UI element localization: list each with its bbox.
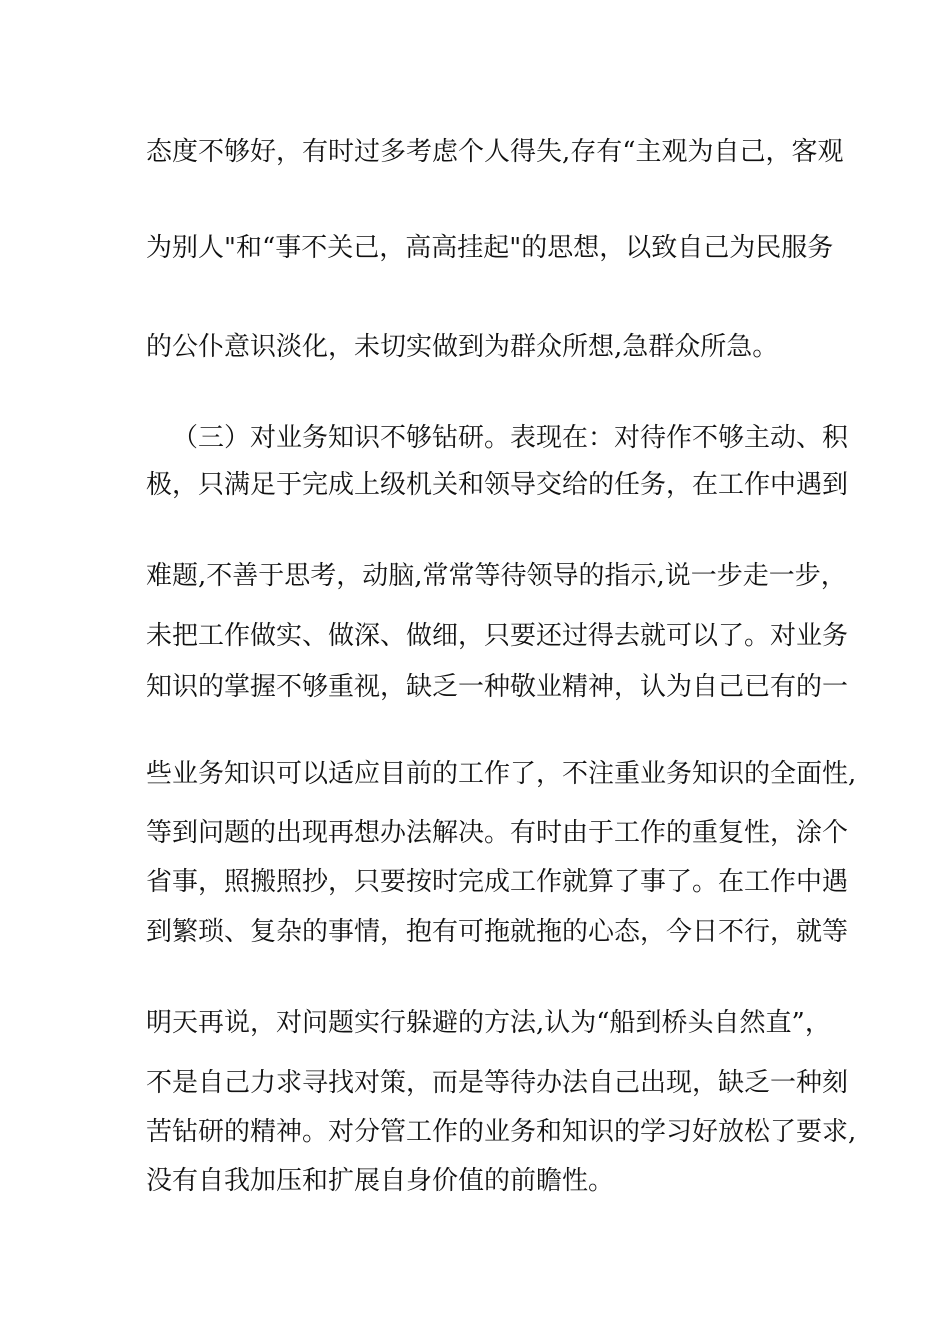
paragraph-line: 苦钻研的精神。对分管工作的业务和知识的学习好放松了要求, — [146, 1117, 857, 1147]
paragraph-line: 明天再说，对问题实行躲避的方法,认为“船到桥头自然直”， — [146, 1008, 831, 1038]
paragraph-line: 不是自己力求寻找对策，而是等待办法自己出现，缺乏一种刻 — [146, 1068, 849, 1098]
paragraph-line: 态度不够好，有时过多考虑个人得失,存有“主观为自己，客观 — [146, 137, 844, 167]
paragraph-line: 到繁琐、复杂的事情，抱有可拖就拖的心态，今日不行，就等 — [146, 917, 849, 947]
paragraph-line: 知识的掌握不够重视，缺乏一种敬业精神，认为自己已有的一 — [146, 672, 849, 702]
paragraph-line: 难题,不善于思考，动脑,常常等待领导的指示,说一步走一步， — [146, 561, 847, 591]
paragraph-line: 未把工作做实、做深、做细，只要还过得去就可以了。对业务 — [146, 621, 849, 651]
paragraph-line: 等到问题的出现再想办法解决。有时由于工作的重复性，涂个 — [146, 818, 849, 848]
paragraph-line: （三）对业务知识不够钻研。表现在：对待作不够主动、积 — [172, 423, 849, 453]
paragraph-line: 的公仆意识淡化，未切实做到为群众所想,急群众所急。 — [146, 332, 779, 362]
paragraph-line: 省事，照搬照抄，只要按时完成工作就算了事了。在工作中遇 — [146, 867, 849, 897]
paragraph-line: 些业务知识可以适应目前的工作了，不注重业务知识的全面性, — [146, 759, 857, 789]
paragraph-line: 没有自我加压和扩展自身价值的前瞻性。 — [146, 1166, 615, 1196]
paragraph-line: 为别人"和“事不关己，高高挂起"的思想，以致自己为民服务 — [146, 233, 834, 263]
paragraph-line: 极，只满足于完成上级机关和领导交给的任务，在工作中遇到 — [146, 470, 849, 500]
